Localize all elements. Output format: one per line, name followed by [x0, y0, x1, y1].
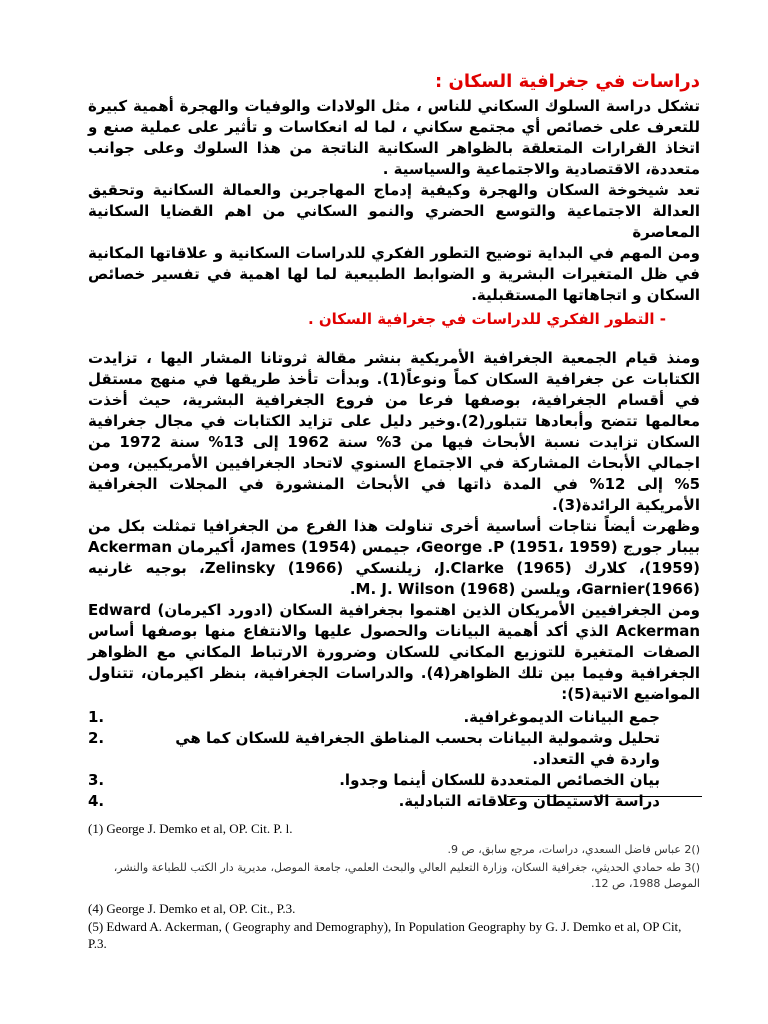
- paragraph-3: ومن المهم في البداية توضيح التطور الفكري للدراسات السكانية و علاقاتها المكانية في ظل المتغيرات البشرية و الضوابط الطبيعية لما لها اهمية في تفسير خصائص السكان و اتجاهاتها المستقبلية.: [88, 244, 700, 304]
- footnote-1: (1) George J. Demko et al, OP. Cit. P. l.: [88, 821, 293, 836]
- paragraph-5: وظهرت أيضاً نتاجات أساسية أخرى تناولت هذا الفرع من الجغرافيا تمثلت بكل من بيبار جورج George .P (1951، 1959)، جيمس James (1954)، أكيرمان Ackerman (1959)، كلارك J.Clarke (1965)، زيلنسكي Zelinsky (1966)، بوجيه غارنيه Garnier(1966)، ويلسن M. J. Wilson (1968).: [88, 517, 700, 598]
- list-item-number: 1.: [88, 708, 105, 726]
- footnote-separator: [507, 796, 702, 797]
- paragraph-6: ومن الجغرافيين الأمريكان الذين اهتموا بجغرافية السكان (ادورد اكيرمان) Edward Ackerman الذي أكد أهمية البيانات والحصول عليها والانتفاع منها بوصفها أساس الصفات المتغيرة للتوزيع المكاني للسكان وضرورة الارتباط المكاني مع الظواهر الجغرافية وفيما بين تلك الظواهر(4). والدراسات الجغرافية، بنظر اكيرمان، تتناول المواضيع الاتية(5):: [88, 601, 700, 703]
- list-item-text: دراسة الاستيطان وعلاقاته التبادلية.: [398, 792, 660, 810]
- footnote-4: (4) George J. Demko et al, OP. Cit., P.3.: [88, 901, 296, 916]
- footnote-5: (5) Edward A. Ackerman, ( Geography and Demography), In Population Geography by G. J. Demko et al, OP Cit, P.3.: [88, 919, 682, 951]
- paragraph-2: تعد شيخوخة السكان والهجرة وكيفية إدماج المهاجرين والعمالة السكانية وتحقيق العدالة الاجتماعية والتوسع الحضري والنمو السكاني من اهم القضايا السكانية المعاصرة: [88, 181, 700, 241]
- list-item: [88, 728, 700, 770]
- list-item-text: بيان الخصائص المتعددة للسكان أينما وجدوا.: [339, 771, 660, 789]
- list-item: [88, 770, 700, 791]
- list-item: [88, 707, 700, 728]
- list-item-text: تحليل وشمولية البيانات بحسب المناطق الجغرافية للسكان كما هي واردة في التعداد.: [175, 729, 660, 768]
- paragraph-1: تشكل دراسة السلوك السكاني للناس ، مثل الولادات والوفيات والهجرة أهمية كبيرة للتعرف على خصائص أي مجتمع سكاني ، لما له انعكاسات و تأثير على عملية صنع و اتخاذ القرارات المتعلقة بالظواهر السكانية الناتجة من هذا السلوك وعلى جوانب متعددة، الاقتصادية والاجتماعية والسياسية .: [88, 97, 700, 178]
- list-item-number: 3.: [88, 771, 105, 789]
- list-item-text: جمع البيانات الديموغرافية.: [463, 708, 660, 726]
- list-item: [88, 791, 700, 812]
- footnote-2: ()2 عباس فاضل السعدي، دراسات، مرجع سابق، ص 9.: [447, 843, 700, 856]
- footnote-3: ()3 طه حمادي الحديثي، جغرافية السكان، وزارة التعليم العالي والبحث العلمي، جامعة الموصل، مديرية دار الكتب للطباعة والنشر، الموصل 1988، ص 12.: [113, 861, 700, 890]
- document-body: [88, 70, 700, 812]
- paragraph-4: ومنذ قيام الجمعية الجغرافية الأمريكية بنشر مقالة ثروتانا المشار اليها ، تزايدت الكتابات عن جغرافية السكان كماً ونوعاً(1). وبدأت تأخذ طريقها في منهج مستقل في أقسام الجغرافية، بوصفها فرعا من فروع الجغرافية البشرية، حيث أخذت معالمها تتضح وأبعادها تتبلور(2).وخير دليل على تزايد الكتابات في مجال جغرافية السكان تزايدت نسبة الأبحاث فيها من 3% سنة 1962 إلى 13% سنة 1972 من اجمالي الأبحاث المشاركة في الاجتماع السنوي لاتحاد الجغرافيين الأمريكيين، ومن 5% إلى 12% في المدة ذاتها في الأبحاث المنشورة في المجلات الجغرافية الأمريكية الرائدة(3).: [88, 349, 700, 514]
- section-subheading: - التطور الفكري للدراسات في جغرافية السكان .: [307, 310, 666, 328]
- page-heading: دراسات في جغرافية السكان :: [435, 71, 700, 92]
- list-item-number: 2.: [88, 729, 105, 747]
- list-item-number: 4.: [88, 792, 105, 810]
